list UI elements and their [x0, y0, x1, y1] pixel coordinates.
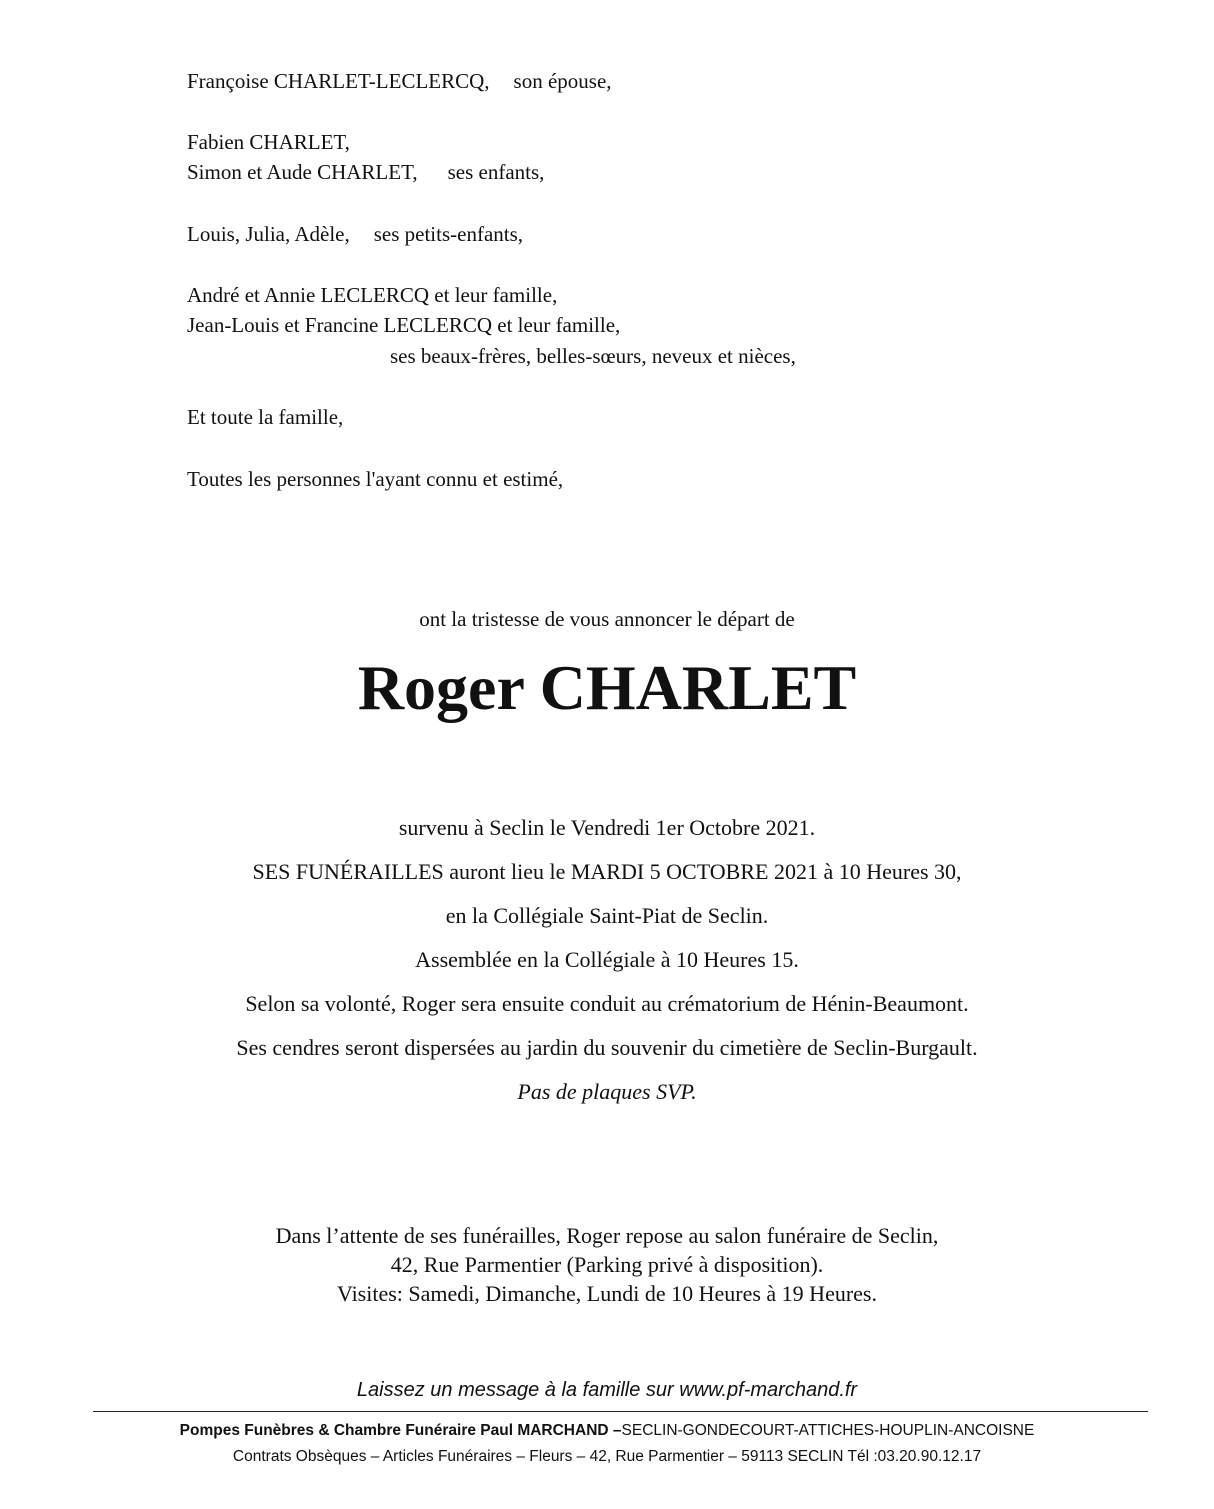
child-2-name: Simon et Aude CHARLET,	[187, 160, 418, 184]
children-role: ses enfants,	[447, 160, 545, 184]
child-1-name: Fabien CHARLET,	[187, 130, 350, 154]
inlaws-1: André et Annie LECLERCQ et leur famille,	[187, 283, 558, 307]
ashes-info: Ses cendres seront dispersées au jardin du souvenir du cimetière de Seclin-Burgault.	[236, 1035, 978, 1060]
company-name: Pompes Funèbres & Chambre Funéraire Paul MARCHAND –	[179, 1422, 622, 1439]
visitation-line-3: Visites: Samedi, Dimanche, Lundi de 10 Heures à 19 Heures.	[337, 1281, 877, 1306]
grandchildren-names: Louis, Julia, Adèle,	[187, 222, 350, 246]
deceased-name: Roger CHARLET	[357, 652, 857, 723]
company-line	[0, 1421, 1214, 1441]
no-plaques-note: Pas de plaques SVP.	[517, 1079, 697, 1104]
inlaws-role-line	[390, 344, 796, 368]
spouse-name: Françoise CHARLET-LECLERCQ,	[187, 69, 490, 93]
services-contact: Contrats Obsèques – Articles Funéraires – Fleurs – 42, Rue Parmentier – 59113 SECLIN Tél :03.20.90.12.17	[232, 1448, 982, 1465]
spouse-role: son épouse,	[513, 69, 612, 93]
funeral-info: SES FUNÉRAILLES auront lieu le MARDI 5 OCTOBRE 2021 à 10 Heures 30,	[252, 859, 962, 884]
cremation-info: Selon sa volonté, Roger sera ensuite conduit au crématorium de Hénin-Beaumont.	[245, 991, 969, 1016]
spouse-line	[187, 69, 612, 93]
acquaintances: Toutes les personnes l'ayant connu et estimé,	[187, 467, 564, 491]
death-notice: survenu à Seclin le Vendredi 1er Octobre 2021.	[398, 815, 816, 840]
visitation-line-2: 42, Rue Parmentier (Parking privé à disposition).	[390, 1252, 824, 1277]
footer-divider	[93, 1411, 1148, 1412]
inlaws-1-line	[187, 283, 557, 307]
company-towns: SECLIN-GONDECOURT-ATTICHES-HOUPLIN-ANCOISNE	[621, 1422, 1035, 1439]
child-2-line	[187, 160, 544, 184]
inlaws-role: ses beaux-frères, belles-sœurs, neveux et nièces,	[390, 344, 796, 368]
inlaws-2: Jean-Louis et Francine LECLERCQ et leur famille,	[187, 313, 621, 337]
whole-family: Et toute la famille,	[187, 405, 344, 429]
message-prompt: Laissez un message à la famille sur www.pf-marchand.fr	[356, 1379, 858, 1401]
child-1-line	[187, 130, 350, 154]
assembly-info: Assemblée en la Collégiale à 10 Heures 15.	[415, 947, 799, 972]
inlaws-2-line	[187, 313, 620, 337]
whole-family-line	[187, 405, 343, 429]
grandchildren-line	[187, 222, 523, 246]
grandchildren-role: ses petits-enfants,	[373, 222, 524, 246]
funeral-place: en la Collégiale Saint-Piat de Seclin.	[445, 903, 769, 928]
announcement-intro: ont la tristesse de vous annoncer le départ de	[419, 607, 795, 631]
acquaintances-line	[187, 467, 563, 491]
visitation-line-1: Dans l’attente de ses funérailles, Roger repose au salon funéraire de Seclin,	[275, 1223, 939, 1248]
